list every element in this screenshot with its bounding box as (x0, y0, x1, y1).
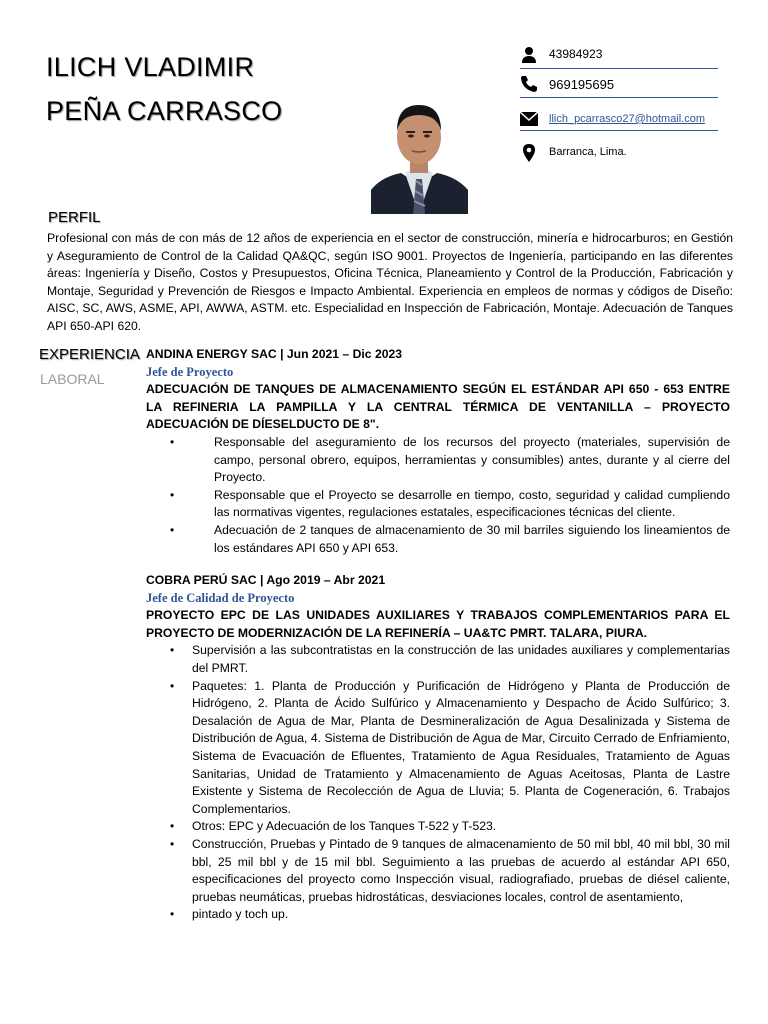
contact-phone (520, 72, 718, 98)
laboral-subtitle: LABORAL (40, 371, 105, 387)
list-item: • Otros: EPC y Adecuación de los Tanques T-522 y T-523. (146, 818, 730, 836)
user-icon (520, 46, 538, 64)
name-line-1: ILICH VLADIMIR (46, 52, 255, 82)
name-line-2: PEÑA CARRASCO (46, 96, 283, 126)
job-company: COBRA PERÚ SAC | Ago 2019 – Abr 2021 (146, 573, 386, 587)
divider (520, 68, 718, 69)
contact-email (520, 107, 718, 131)
list-item: • Construcción, Pruebas y Pintado de 9 tanques de almacenamiento de 50 mil bbl, 40 mil bbl, 30 mil bbl, 25 mil bbl y de 15 mil bbl. Seguimiento a las pruebas de acuerdo al estándar API 650, especificaciones del proyecto como Inspección visual, radiografiado, pruebas de diésel caliente, pruebas neumáticas, pruebas hidrostáticas, desviaciones locales, control de asentamiento, (146, 836, 730, 906)
list-item: • Adecuación de 2 tanques de almacenamiento de 30 mil barriles siguiendo los lineamientos de los estándares API 650 y API 653. (146, 522, 730, 557)
divider (520, 130, 718, 131)
perfil-text: Profesional con más de con más de 12 años de experiencia en el sector de construcción, minería e hidrocarburos; en Gestión y Aseguramiento de Control de la Calidad QA&QC, según ISO 9001. Proyectos de Ingeniería, participando en las diferentes áreas: Ingeniería y Diseño, Costos y Presupuestos, Oficina Técnica, Planeamiento y Control de la Producción, Fabricación y Montaje, Seguridad y Prevención de Riesgos e Impacto Ambiental. Experiencia en empleos de normas y códigos de Diseño: AISC, SC, AWS, ASME, API, AWWA, ASTM. etc. Especialidad en Inspección de Fabricación, Montaje. Adecuación de Tanques API 650-API 620. (47, 231, 733, 333)
envelope-icon (520, 112, 538, 130)
experiencia-title: EXPERIENCIA (39, 346, 140, 363)
location-pin-icon (523, 144, 541, 162)
job-cobra (146, 572, 730, 924)
list-item: • pintado y toch up. (146, 906, 730, 924)
list-item: • Supervisión a las subcontratistas en la construcción de las unidades auxiliares y complementarias del PMRT. (146, 642, 730, 677)
phone-text: 969195695 (549, 77, 615, 92)
job-project: PROYECTO EPC DE LAS UNIDADES AUXILIARES Y TRABAJOS COMPLEMENTARIOS PARA EL PROYECTO DE MODERNIZACIÓN DE LA REFINERÍA – UA&TC PMRT. TALARA, PIURA. (146, 608, 730, 640)
list-item: • Responsable del aseguramiento de los recursos del proyecto (materiales, supervisión de campo, personal obrero, equipos, herramientas y consumibles) antes, durante y al cierre del Proyecto. (146, 434, 730, 487)
list-item: • Responsable que el Proyecto se desarrolle en tiempo, costo, seguridad y calidad cumpliendo las normativas vigentes, regulaciones estatales, especificaciones técnicas del cliente. (146, 487, 730, 522)
location-text: Barranca, Lima. (549, 146, 627, 158)
job-andina (146, 346, 730, 557)
phone-icon (520, 75, 538, 93)
job-project: ADECUACIÓN DE TANQUES DE ALMACENAMIENTO SEGÚN EL ESTÁNDAR API 650 - 653 ENTRE LA REFINERIA LA PAMPILLA Y LA CENTRAL TÉRMICA DE VENTANILLA – PROYECTO ADECUACIÓN DE DÍESELDUCTO DE 8". (146, 382, 730, 432)
contact-dni (520, 43, 718, 69)
job-role: Jefe de Calidad de Proyecto (146, 590, 295, 605)
job-role: Jefe de Proyecto (146, 364, 234, 379)
job-company: ANDINA ENERGY SAC | Jun 2021 – Dic 2023 (146, 347, 403, 361)
dni-text: 43984923 (549, 47, 603, 61)
profile-photo (371, 95, 468, 214)
list-item: • Paquetes: 1. Planta de Producción y Purificación de Hidrógeno y Planta de Producción de Hidrógeno, 2. Planta de Ácido Sulfúrico y Almacenamiento y Despacho de Ácido Sulfúrico; 3. Desalación de Agua de Mar, Planta de Desmineralización de Agua Desalinizada y Sistema de Distribución de Agua, 4. Sistema de Distribución de Agua de Mar, Circuito Cerrado de Enfriamiento, Sistema de Evacuación de Efluentes, Tratamiento de Agua Residuales, Tratamiento de Aguas Sanitarias, Unidad de Tratamiento y Almacenamiento de Aguas Aceitosas, Planta de Lastre Existente y Sistema de Recolección de Agua de Lluvia; 5. Planta de Cogeneración, 6. Trabajos Complementarios. (146, 678, 730, 819)
divider (520, 97, 718, 98)
contact-location (520, 141, 718, 163)
perfil-title: PERFIL (48, 209, 101, 226)
email-link[interactable]: llich_pcarrasco27@hotmail.com (549, 113, 706, 125)
